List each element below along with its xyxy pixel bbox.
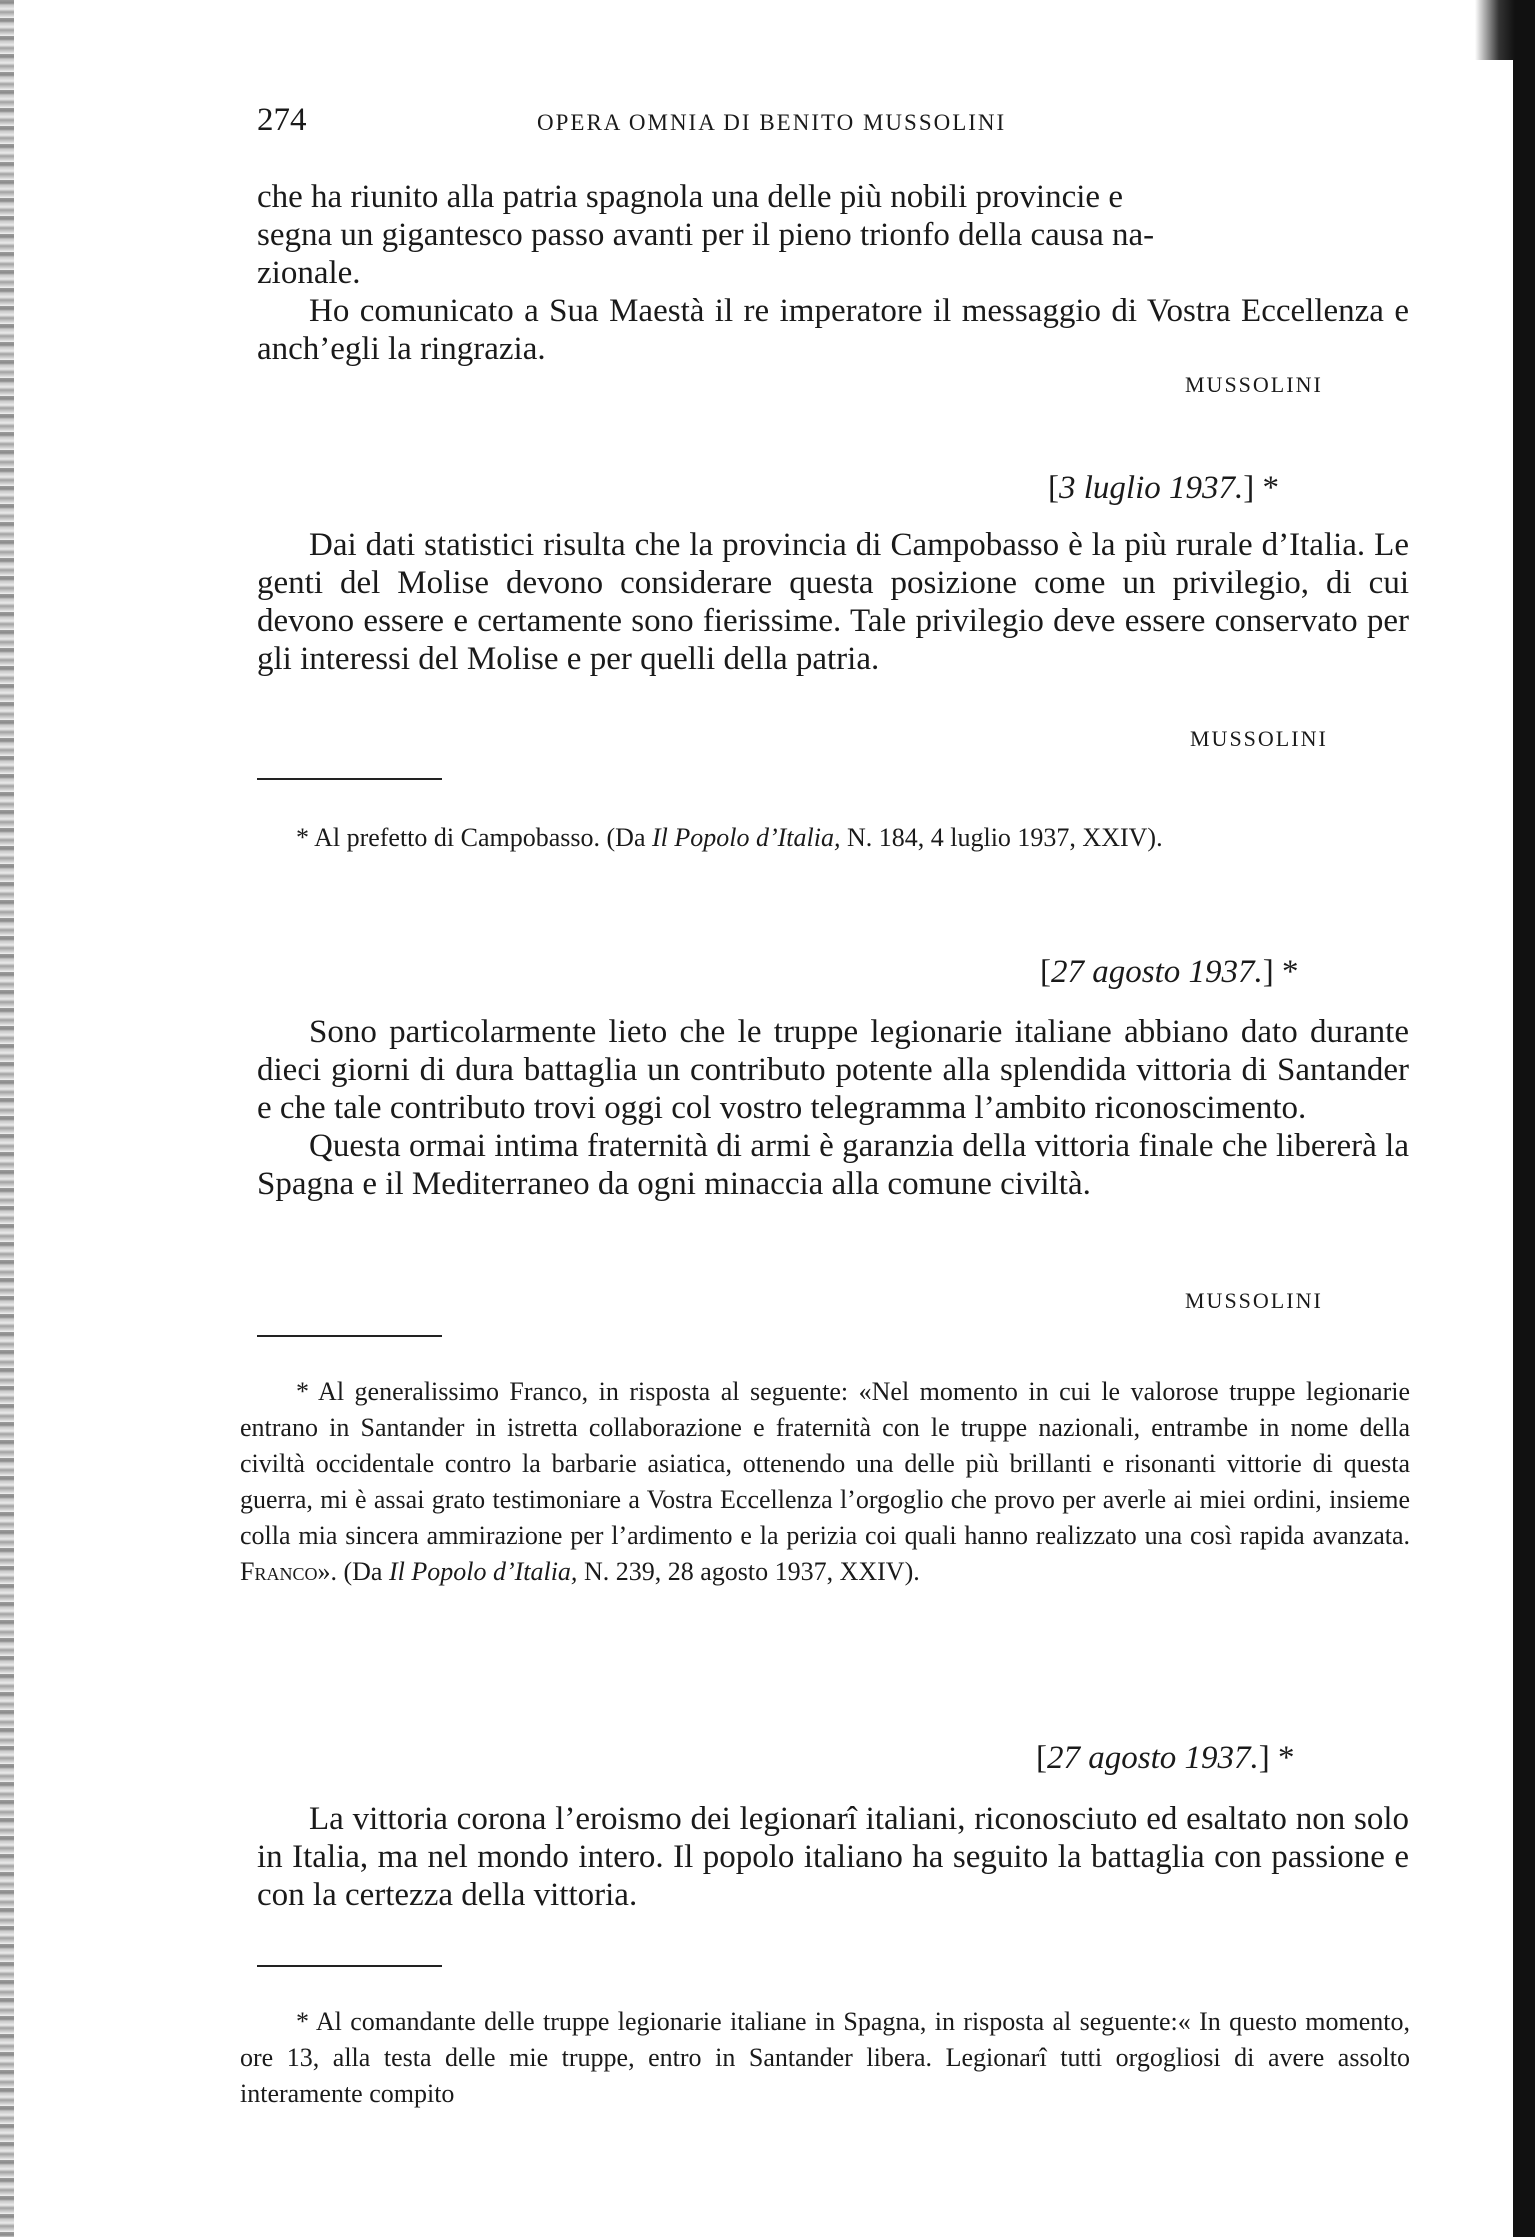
section2-paragraph: Dai dati statistici risulta che la provincia di Campobasso è la più rurale d’Italia. Le genti del Molise devono considerare questa posizione come un privilegio, di cui devono essere e certamente sono fierissime. Tale privilegio deve essere conservato per gli interessi del Molise e per quelli della patria.	[257, 527, 1409, 677]
section4-footnote: * Al comandante delle truppe legionarie italiane in Spagna, in risposta al seguente:« In questo momento, ore 13, alla testa delle mie truppe, entro in Santander libera. Legionarî tutti orgogliosi di avere assolto interamente compito	[240, 2007, 1410, 2108]
scan-right-edge	[1513, 0, 1535, 2237]
bracket-close: ] *	[1262, 954, 1299, 990]
bracket-open: [	[1048, 470, 1059, 506]
section3-footnote: * Al generalissimo Franco, in risposta al seguente: «Nel momento in cui le valorose truppe legionarie entrano in Santander in istretta collaborazione e fraternità con le truppe nazionali, entrambe in nome della civiltà occidentale contro la barbarie asiatica, ottenendo una delle più brillanti e risonanti vittorie di questa guerra, mi è assai grato testimoniare a Vostra Eccellenza l’orgoglio che provo per averle ai miei ordini, insieme colla mia sincera ammirazione per l’ardimento e la perizia coi quali hanno realizzato una così rapida avanzata. Franco». (Da Il Popolo d’Italia, N. 239, 28 agosto 1937, XXIV).	[240, 1377, 1410, 1586]
running-title: OPERA OMNIA DI BENITO MUSSOLINI	[537, 110, 1007, 135]
section2-footnote: * Al prefetto di Campobasso. (Da Il Popolo d’Italia, N. 184, 4 luglio 1937, XXIV).	[296, 823, 1163, 852]
section1-text	[257, 178, 1409, 368]
bracket-open: [	[1036, 1740, 1047, 1776]
section2-date: 3 luglio 1937.	[1059, 470, 1244, 506]
footnote-rule	[257, 1965, 442, 1967]
section3-paragraph: Questa ormai intima fraternità di armi è garanzia della vittoria finale che libererà la Spagna e il Mediterraneo da ogni minaccia alla comune civiltà.	[257, 1128, 1409, 1202]
section4-paragraph: La vittoria corona l’eroismo dei legionarî italiani, riconosciuto ed esaltato non solo in Italia, ma nel mondo intero. Il popolo italiano ha seguito la battaglia con passione e con la certezza della vittoria.	[257, 1801, 1409, 1913]
scan-right-edge-top	[1475, 0, 1515, 60]
bracket-close: ] *	[1243, 470, 1280, 506]
bracket-close: ] *	[1258, 1740, 1295, 1776]
section1-line: zionale.	[257, 255, 361, 291]
section1-line: segna un gigantesco passo avanti per il pieno trionfo della causa na-	[257, 217, 1155, 253]
footnote-rule	[257, 1335, 442, 1337]
section3-paragraph: Sono particolarmente lieto che le truppe legionarie italiane abbiano dato durante dieci giorni di dura battaglia un contributo potente alla splendida vittoria di Santander e che tale contributo trovi oggi col vostro telegramma l’ambito riconoscimento.	[257, 1014, 1409, 1126]
sender-name: Franco	[240, 1557, 318, 1586]
section1-line: che ha riunito alla patria spagnola una delle più nobili provincie e	[257, 179, 1123, 215]
section4-date: 27 agosto 1937.	[1047, 1740, 1259, 1776]
section2-signature: MUSSOLINI	[1190, 726, 1328, 751]
section3-text	[257, 1013, 1409, 1203]
section1-signature: MUSSOLINI	[1185, 372, 1323, 397]
section2-text	[257, 526, 1409, 678]
section3-signature: MUSSOLINI	[1185, 1288, 1323, 1313]
section4-text	[257, 1800, 1409, 1914]
section2-dateline	[1048, 470, 1279, 507]
footnote-rule	[257, 778, 442, 780]
scan-left-edge	[0, 0, 14, 2237]
section3-dateline	[1040, 954, 1299, 991]
section4-dateline	[1036, 1740, 1295, 1777]
section1-paragraph: Ho comunicato a Sua Maestà il re imperatore il messaggio di Vostra Eccellenza e anch’egli la ringrazia.	[257, 293, 1409, 367]
page-header	[257, 102, 1409, 148]
page-number: 274	[257, 102, 307, 138]
bracket-open: [	[1040, 954, 1051, 990]
source-title: Il Popolo d’Italia,	[388, 1557, 578, 1586]
section3-date: 27 agosto 1937.	[1051, 954, 1263, 990]
source-title: Il Popolo d’Italia,	[652, 823, 841, 852]
